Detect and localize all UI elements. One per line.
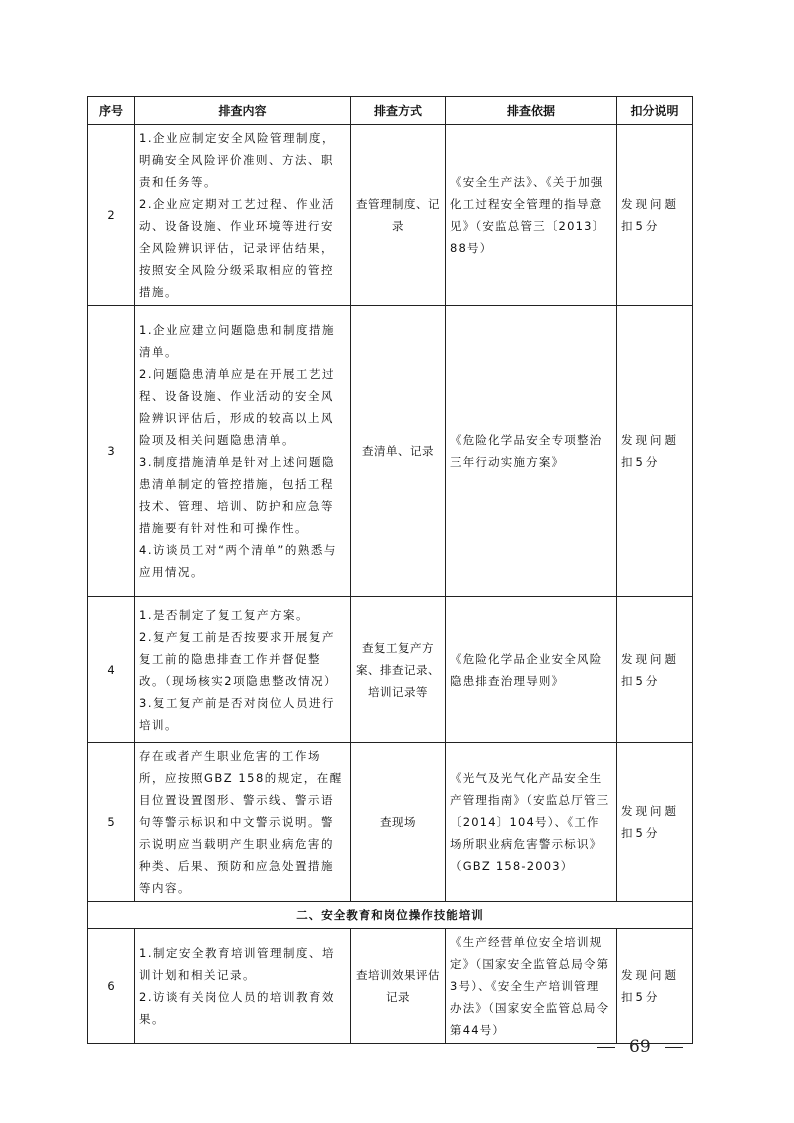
content-item: 3.复工复产前是否对岗位人员进行培训。 <box>139 695 335 732</box>
row-basis: 《生产经营单位安全培训规定》（国家安全监管总局令第3号）、《安全生产培训管理办法》（国家安全监管总局令第44号） <box>446 929 617 1044</box>
content-item: 1.制定安全教育培训管理制度、培训计划和相关记录。 <box>139 946 335 982</box>
content-item: 存在或者产生职业危害的工作场所，应按照GBZ 158的规定，在醒目位置设置图形、警示线、警示语句等警示标识和中文警示说明。警示说明应当载明产生职业病危害的种类、后果、预防和应急处置措施等内容。 <box>139 749 343 895</box>
section-row <box>88 902 693 929</box>
header-score: 扣分说明 <box>617 97 693 125</box>
row-method: 查现场 <box>351 743 446 902</box>
table-header-row <box>88 97 693 125</box>
footer-dash-left <box>597 1047 615 1048</box>
row-method: 查培训效果评估记录 <box>351 929 446 1044</box>
row-no: 5 <box>88 743 135 902</box>
content-item: 1.是否制定了复工复产方案。 <box>139 607 309 622</box>
table-row <box>88 597 693 743</box>
row-method: 查管理制度、记录 <box>351 125 446 306</box>
content-item: 1.企业应建立问题隐患和制度措施清单。 <box>139 323 335 359</box>
row-content <box>135 743 351 902</box>
row-method: 查清单、记录 <box>351 306 446 597</box>
row-score: 发现问题扣5分 <box>617 306 693 597</box>
section-title: 二、安全教育和岗位操作技能培训 <box>88 902 693 929</box>
header-method: 排查方式 <box>351 97 446 125</box>
row-basis: 《危险化学品企业安全风险隐患排查治理导则》 <box>446 597 617 743</box>
row-score: 发现问题扣5分 <box>617 125 693 306</box>
row-content <box>135 306 351 597</box>
page-footer <box>583 1037 697 1057</box>
table-row <box>88 306 693 597</box>
header-basis: 排查依据 <box>446 97 617 125</box>
row-no: 6 <box>88 929 135 1044</box>
content-item: 2.复产复工前是否按要求开展复产复工前的隐患排查工作并督促整改。（现场核实2项隐患整改情况） <box>139 629 338 688</box>
row-content <box>135 125 351 306</box>
row-score: 发现问题扣5分 <box>617 597 693 743</box>
row-no: 4 <box>88 597 135 743</box>
content-item: 2.问题隐患清单应是在开展工艺过程、设备设施、作业活动的安全风险辨识评估后，形成的较高以上风险项及相关问题隐患清单。 <box>139 367 335 447</box>
footer-dash-right <box>665 1047 683 1048</box>
content-item: 4.访谈员工对“两个清单”的熟悉与应用情况。 <box>139 543 337 579</box>
row-content <box>135 597 351 743</box>
row-basis: 《安全生产法》、《关于加强化工过程安全管理的指导意见》（安监总管三〔2013〕88号） <box>446 125 617 306</box>
row-basis: 《光气及光气化产品安全生产管理指南》（安监总厅管三〔2014〕104号）、《工作场所职业病危害警示标识》（GBZ 158-2003） <box>446 743 617 902</box>
row-basis: 《危险化学品安全专项整治三年行动实施方案》 <box>446 306 617 597</box>
row-method: 查复工复产方案、排查记录、培训记录等 <box>351 597 446 743</box>
inspection-table <box>87 96 693 1044</box>
table-row <box>88 743 693 902</box>
row-no: 2 <box>88 125 135 306</box>
table-row <box>88 125 693 306</box>
header-content: 排查内容 <box>135 97 351 125</box>
row-score: 发现问题扣5分 <box>617 929 693 1044</box>
row-score: 发现问题扣5分 <box>617 743 693 902</box>
content-item: 1.企业应制定安全风险管理制度，明确安全风险评价准则、方法、职责和任务等。 <box>139 131 335 189</box>
header-no: 序号 <box>88 97 135 125</box>
content-item: 3.制度措施清单是针对上述问题隐患清单制定的管控措施，包括工程技术、管理、培训、防护和应急等措施要有针对性和可操作性。 <box>139 455 335 535</box>
content-item: 2.访谈有关岗位人员的培训教育效果。 <box>139 990 335 1026</box>
table-row <box>88 929 693 1044</box>
content-item: 2.企业应定期对工艺过程、作业活动、设备设施、作业环境等进行安全风险辨识评估，记录评估结果，按照安全风险分级采取相应的管控措施。 <box>139 197 335 299</box>
row-no: 3 <box>88 306 135 597</box>
page-number: 69 <box>629 1037 651 1057</box>
row-content <box>135 929 351 1044</box>
